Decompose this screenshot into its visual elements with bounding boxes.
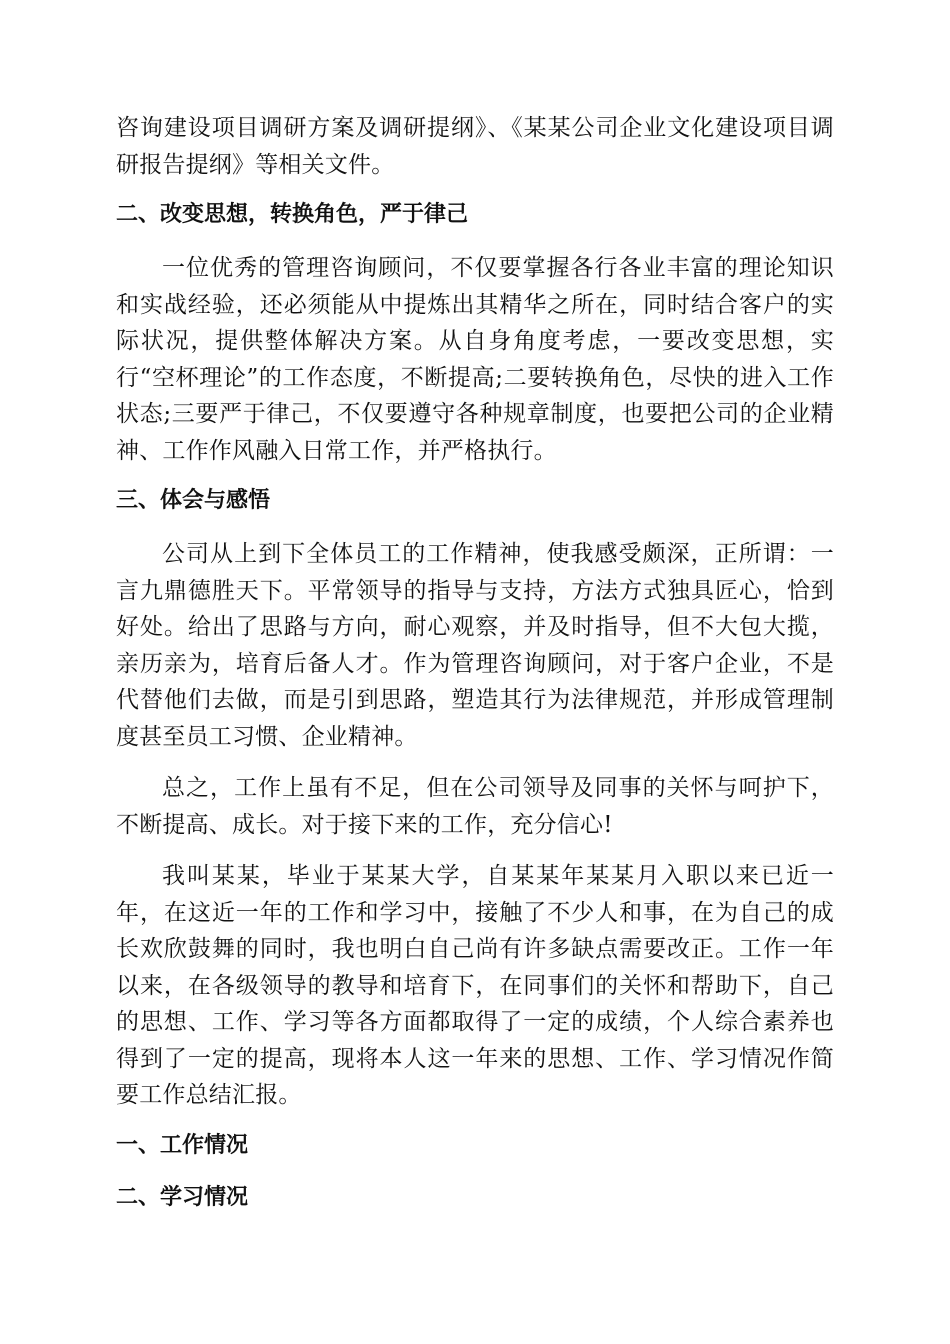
document-page xyxy=(116,110,834,1233)
paragraph-conclusion: 总之，工作上虽有不足，但在公司领导及同事的关怀与呵护下，不断提高、成长。对于接下来的工作，充分信心! xyxy=(116,775,834,838)
section-heading-experience: 三、体会与感悟 xyxy=(116,488,271,513)
section-heading-study-status: 二、学习情况 xyxy=(116,1184,249,1210)
paragraph-company-spirit: 公司从上到下全体员工的工作精神，使我感受颇深，正所谓：一言九鼎德胜天下。平常领导的指导与支持，方法方式独具匠心，恰到好处。给出了思路与方向，耐心观察，并及时指导，但不大包大揽，亲历亲为，培育后备人才。作为管理咨询顾问，对于客户企业，不是代替他们去做，而是引到思路，塑造其行为法律规范，并形成管理制度甚至员工习惯、企业精神。 xyxy=(116,541,834,750)
paragraph-continuation: 咨询建设项目调研方案及调研提纲》、《某某公司企业文化建设项目调研报告提纲》等相关文件。 xyxy=(116,115,834,178)
section-heading-change-thinking: 二、改变思想，转换角色，严于律己 xyxy=(116,202,469,227)
paragraph-self-introduction: 我叫某某，毕业于某某大学，自某某年某某月入职以来已近一年，在这近一年的工作和学习中，接触了不少人和事，在为自己的成长欢欣鼓舞的同时，我也明白自己尚有许多缺点需要改正。工作一年以来，在各级领导的教导和培育下，在同事们的关怀和帮助下，自己的思想、工作、学习等各方面都取得了一定的成绩，个人综合素养也得到了一定的提高，现将本人这一年来的思想、工作、学习情况作简要工作总结汇报。 xyxy=(116,863,834,1108)
paragraph-consultant-role: 一位优秀的管理咨询顾问，不仅要掌握各行各业丰富的理论知识和实战经验，还必须能从中提炼出其精华之所在，同时结合客户的实际状况，提供整体解决方案。从自身角度考虑，一要改变思想，实行“空杯理论”的工作态度，不断提高;二要转换角色，尽快的进入工作状态;三要严于律己，不仅要遵守各种规章制度，也要把公司的企业精神、工作作风融入日常工作，并严格执行。 xyxy=(116,255,834,464)
section-heading-work-status: 一、工作情况 xyxy=(116,1132,249,1158)
